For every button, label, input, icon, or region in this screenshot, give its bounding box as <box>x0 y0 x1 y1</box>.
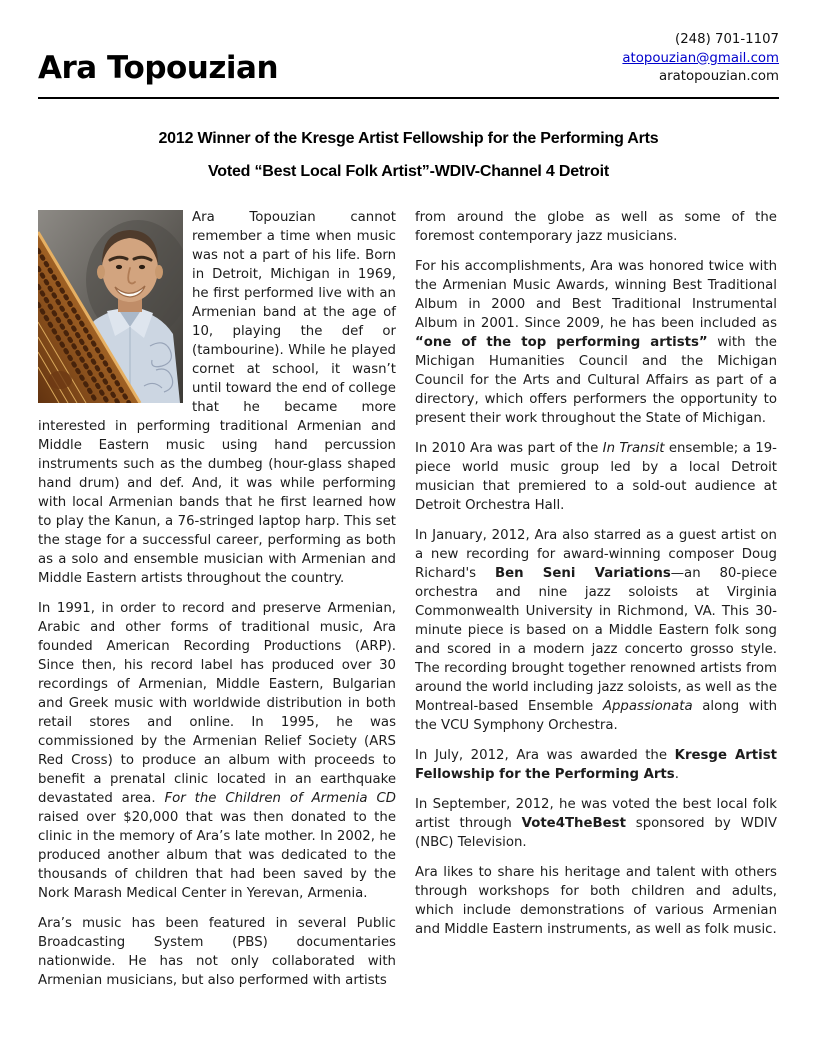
paragraph: In 1991, in order to record and preserve Armenian, Arabic and other forms of traditional music, Ara founded American Recording Productions (ARP). Since then, his record label has produced over 30 recordings of Armenian, Middle Eastern, Bulgarian and Greek music with worldwide distribution in both retail stores and online. In 1995, he was commissioned by the Armenian Relief Society (ARS Red Cross) to produce an album with proceeds to benefit a prenatal clinic located in an earthquake devastated area. For the Children of Armenia CD raised over $20,000 that was then donated to the clinic in the memory of Ara’s late mother. In 2002, he produced another album that was dedicated to the thousands of children that had been saved by the Nork Marash Medical Center in Yerevan, Armenia. <box>38 600 396 901</box>
paragraph: Ara likes to share his heritage and talent with others through workshops for both children and adults, which include demonstrations of various Armenian and Middle Eastern instruments, as well as folk music. <box>415 864 777 937</box>
paragraph: For his accomplishments, Ara was honored twice with the Armenian Music Awards, winning Best Traditional Album in 2000 and Best Traditional Instrumental Album in 2001. Since 2009, he has been included as “one of the top performing artists” with the Michigan Humanities Council and the Michigan Council for the Arts and Cultural Affairs as part of a directory, which offers performers the opportunity to present their work throughout the State of Michigan. <box>415 258 777 426</box>
award-title-line1: 2012 Winner of the Kresge Artist Fellowship for the Performing Arts <box>158 129 659 147</box>
phone-number: (248) 701-1107 <box>675 32 779 47</box>
header-divider <box>38 97 779 99</box>
paragraph: In July, 2012, Ara was awarded the Kresge Artist Fellowship for the Performing Arts. <box>415 747 777 782</box>
header <box>38 31 779 87</box>
award-title-line2: Voted “Best Local Folk Artist”-WDIV-Channel 4 Detroit <box>208 162 609 180</box>
page-title: Ara Topouzian <box>38 49 279 86</box>
two-column-body <box>38 208 779 990</box>
paragraph: In 2010 Ara was part of the In Transit ensemble; a 19-piece world music group led by a local Detroit musician that premiered to a sold-out audience at Detroit Orchestra Hall. <box>415 440 777 513</box>
contact-block <box>622 31 779 87</box>
paragraph: Ara Topouzian cannot remember a time when music was not a part of his life. Born in Detroit, Michigan in 1969, he first performed live with an Armenian band at the age of 10, playing the def or (tambourine). While he played cornet at school, it wasn’t until toward the end of college that he became more interested in performing traditional Armenian and Middle Eastern music using hand percussion instruments such as the dumbeg (hour-glass shaped hand drum) and def. And, it was while performing with local Armenian bands that he first learned how to play the Kanun, a 76-stringed laptop harp. This set the stage for a successful career, performing as both as a solo and ensemble musician with Armenian and Middle Eastern artists throughout the country. <box>38 209 396 586</box>
paragraph: In January, 2012, Ara also starred as a guest artist on a new recording for award-winning composer Doug Richard's Ben Seni Variations—an 80-piece orchestra and nine jazz soloists at Virginia Commonwealth University in Richmond, VA. This 30-minute piece is based on a Middle Eastern folk song and scored in a modern jazz concerto grosso style. The recording brought together renowned artists from around the world including jazz soloists, as well as the Montreal-based Ensemble Appassionata along with the VCU Symphony Orchestra. <box>415 527 777 733</box>
website-text: aratopouzian.com <box>659 69 779 84</box>
right-column <box>415 208 777 990</box>
portrait-photo <box>38 210 183 403</box>
paragraph: Ara’s music has been featured in several Public Broadcasting System (PBS) documentaries nationwide. He has not only collaborated with Armenian musicians, but also performed with artists <box>38 915 396 988</box>
paragraph: In September, 2012, he was voted the best local folk artist through Vote4TheBest sponsored by WDIV (NBC) Television. <box>415 796 777 850</box>
paragraph: from around the globe as well as some of the foremost contemporary jazz musicians. <box>415 209 777 244</box>
left-column <box>38 208 396 990</box>
email-link[interactable]: atopouzian@gmail.com <box>622 50 779 66</box>
